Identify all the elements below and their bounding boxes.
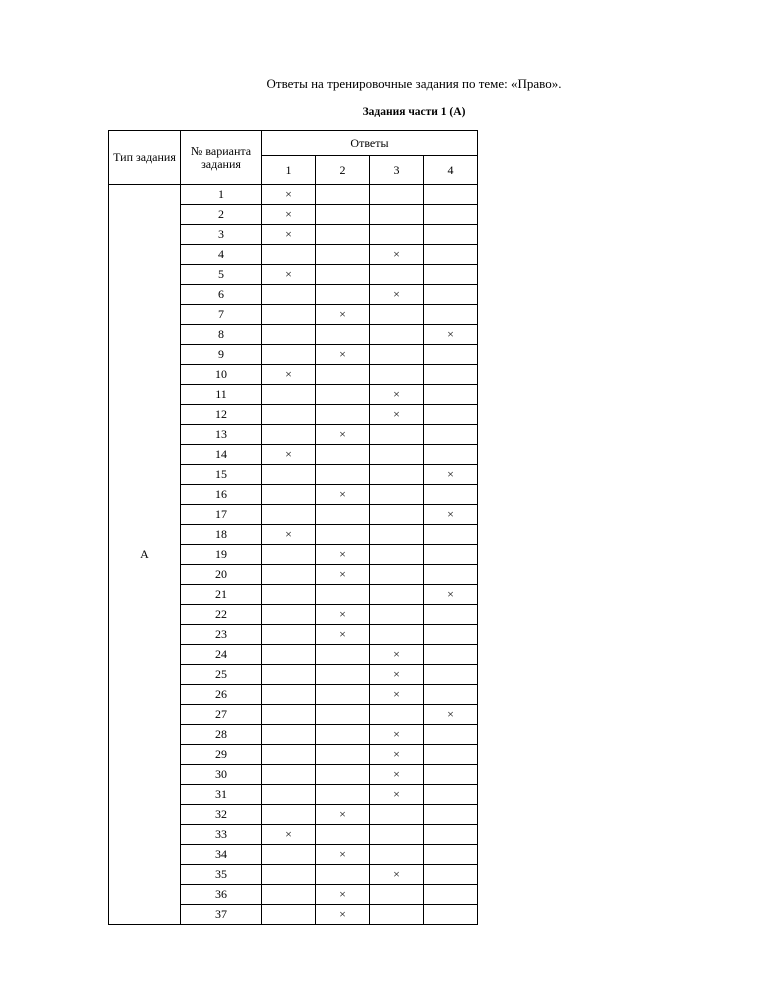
- answer-cell-2: [316, 305, 370, 325]
- answer-cell-2: [316, 905, 370, 925]
- answer-cell-4: [424, 665, 478, 685]
- answer-cell-1: [262, 525, 316, 545]
- answer-mark: ×: [285, 447, 292, 461]
- variant-number-cell: 9: [181, 345, 262, 365]
- variant-number-cell: 15: [181, 465, 262, 485]
- answer-cell-1: [262, 885, 316, 905]
- answer-cell-1: [262, 485, 316, 505]
- answer-cell-3: [370, 805, 424, 825]
- answer-mark: ×: [339, 847, 346, 861]
- answer-cell-4: [424, 525, 478, 545]
- answer-cell-1: [262, 185, 316, 205]
- variant-number-cell: 23: [181, 625, 262, 645]
- answer-cell-2: [316, 565, 370, 585]
- answer-cell-4: [424, 265, 478, 285]
- answer-mark: ×: [393, 287, 400, 301]
- answer-cell-1: [262, 905, 316, 925]
- answer-mark: ×: [339, 487, 346, 501]
- answer-cell-4: [424, 885, 478, 905]
- answer-mark: ×: [393, 667, 400, 681]
- answer-cell-2: [316, 185, 370, 205]
- answer-mark: ×: [339, 547, 346, 561]
- answer-cell-4: [424, 245, 478, 265]
- variant-number-cell: 26: [181, 685, 262, 705]
- answer-cell-4: [424, 385, 478, 405]
- variant-number-cell: 25: [181, 665, 262, 685]
- answer-cell-1: [262, 825, 316, 845]
- answer-cell-3: [370, 645, 424, 665]
- answer-mark: ×: [393, 867, 400, 881]
- answer-cell-1: [262, 725, 316, 745]
- answer-cell-3: [370, 565, 424, 585]
- answer-cell-1: [262, 265, 316, 285]
- answer-cell-2: [316, 285, 370, 305]
- answer-cell-4: [424, 585, 478, 605]
- answer-cell-3: [370, 745, 424, 765]
- answer-cell-2: [316, 585, 370, 605]
- answer-cell-2: [316, 205, 370, 225]
- answer-cell-4: [424, 365, 478, 385]
- answer-cell-4: [424, 225, 478, 245]
- answer-mark: ×: [393, 247, 400, 261]
- answers-table: [108, 130, 478, 925]
- answer-cell-2: [316, 745, 370, 765]
- variant-number-cell: 21: [181, 585, 262, 605]
- answer-cell-1: [262, 705, 316, 725]
- variant-number-cell: 6: [181, 285, 262, 305]
- answer-cell-2: [316, 465, 370, 485]
- answer-cell-3: [370, 425, 424, 445]
- answer-cell-3: [370, 365, 424, 385]
- answer-cell-4: [424, 805, 478, 825]
- answer-cell-4: [424, 545, 478, 565]
- answer-cell-4: [424, 865, 478, 885]
- answer-mark: ×: [339, 887, 346, 901]
- answer-cell-3: [370, 825, 424, 845]
- answer-cell-1: [262, 625, 316, 645]
- answer-cell-1: [262, 845, 316, 865]
- answer-cell-4: [424, 185, 478, 205]
- answer-cell-3: [370, 625, 424, 645]
- answer-cell-2: [316, 705, 370, 725]
- answer-mark: ×: [285, 827, 292, 841]
- answer-cell-2: [316, 805, 370, 825]
- answer-cell-3: [370, 345, 424, 365]
- answer-cell-1: [262, 365, 316, 385]
- answer-cell-3: [370, 905, 424, 925]
- variant-number-cell: 18: [181, 525, 262, 545]
- answer-cell-2: [316, 885, 370, 905]
- answer-mark: ×: [393, 747, 400, 761]
- answer-cell-2: [316, 525, 370, 545]
- answer-cell-4: [424, 485, 478, 505]
- page-title: Ответы на тренировочные задания по теме: «Право».: [266, 76, 562, 91]
- answer-cell-3: [370, 725, 424, 745]
- header-answer-4: 4: [424, 156, 478, 185]
- answer-cell-3: [370, 865, 424, 885]
- answer-cell-2: [316, 845, 370, 865]
- answer-cell-4: [424, 705, 478, 725]
- variant-number-cell: 28: [181, 725, 262, 745]
- answer-mark: ×: [339, 627, 346, 641]
- variant-number-cell: 4: [181, 245, 262, 265]
- answer-cell-1: [262, 405, 316, 425]
- answer-cell-4: [424, 825, 478, 845]
- answer-mark: ×: [393, 687, 400, 701]
- answer-cell-4: [424, 645, 478, 665]
- answer-cell-2: [316, 865, 370, 885]
- answer-cell-3: [370, 705, 424, 725]
- variant-number-cell: 37: [181, 905, 262, 925]
- answer-cell-2: [316, 625, 370, 645]
- variant-number-cell: 34: [181, 845, 262, 865]
- answer-cell-4: [424, 605, 478, 625]
- header-variant-number: № варианта задания: [181, 131, 262, 185]
- variant-number-cell: 3: [181, 225, 262, 245]
- answer-cell-3: [370, 545, 424, 565]
- answer-cell-3: [370, 225, 424, 245]
- answer-cell-3: [370, 525, 424, 545]
- answer-cell-3: [370, 765, 424, 785]
- answer-mark: ×: [285, 227, 292, 241]
- answer-cell-3: [370, 445, 424, 465]
- variant-number-cell: 10: [181, 365, 262, 385]
- variant-number-cell: 8: [181, 325, 262, 345]
- answer-cell-1: [262, 225, 316, 245]
- answer-cell-2: [316, 765, 370, 785]
- answer-cell-1: [262, 565, 316, 585]
- answer-cell-2: [316, 545, 370, 565]
- variant-number-cell: 29: [181, 745, 262, 765]
- answer-cell-3: [370, 505, 424, 525]
- answer-cell-3: [370, 285, 424, 305]
- answer-cell-1: [262, 745, 316, 765]
- answer-cell-3: [370, 685, 424, 705]
- answer-cell-1: [262, 765, 316, 785]
- answer-cell-1: [262, 345, 316, 365]
- answer-mark: ×: [447, 327, 454, 341]
- answer-cell-3: [370, 205, 424, 225]
- answer-cell-4: [424, 905, 478, 925]
- variant-number-cell: 36: [181, 885, 262, 905]
- answer-cell-4: [424, 325, 478, 345]
- variant-number-cell: 24: [181, 645, 262, 665]
- answer-cell-4: [424, 405, 478, 425]
- answer-cell-1: [262, 585, 316, 605]
- answer-cell-1: [262, 465, 316, 485]
- answer-cell-1: [262, 665, 316, 685]
- answer-cell-2: [316, 325, 370, 345]
- answer-cell-2: [316, 665, 370, 685]
- answer-cell-1: [262, 445, 316, 465]
- variant-number-cell: 22: [181, 605, 262, 625]
- answer-cell-2: [316, 825, 370, 845]
- answer-cell-3: [370, 465, 424, 485]
- answer-mark: ×: [447, 707, 454, 721]
- answer-cell-3: [370, 885, 424, 905]
- variant-number-cell: 14: [181, 445, 262, 465]
- variant-number-cell: 12: [181, 405, 262, 425]
- answer-cell-3: [370, 185, 424, 205]
- answer-cell-1: [262, 425, 316, 445]
- variant-number-cell: 13: [181, 425, 262, 445]
- variant-number-cell: 16: [181, 485, 262, 505]
- answer-mark: ×: [393, 787, 400, 801]
- answer-cell-2: [316, 365, 370, 385]
- answer-cell-4: [424, 625, 478, 645]
- variant-number-cell: 20: [181, 565, 262, 585]
- answer-cell-2: [316, 645, 370, 665]
- variant-number-cell: 1: [181, 185, 262, 205]
- task-type-cell: А: [109, 185, 181, 925]
- variant-number-cell: 32: [181, 805, 262, 825]
- answer-mark: ×: [447, 467, 454, 481]
- answer-cell-3: [370, 325, 424, 345]
- answer-mark: ×: [447, 587, 454, 601]
- variant-number-cell: 33: [181, 825, 262, 845]
- answers-table-body: [109, 185, 478, 925]
- answer-cell-1: [262, 385, 316, 405]
- answer-cell-2: [316, 725, 370, 745]
- answer-mark: ×: [339, 607, 346, 621]
- answer-cell-3: [370, 305, 424, 325]
- answer-cell-4: [424, 345, 478, 365]
- variant-number-cell: 31: [181, 785, 262, 805]
- header-answer-3: 3: [370, 156, 424, 185]
- answer-cell-2: [316, 485, 370, 505]
- answer-mark: ×: [393, 387, 400, 401]
- answer-cell-2: [316, 685, 370, 705]
- answer-cell-1: [262, 865, 316, 885]
- answer-mark: ×: [339, 807, 346, 821]
- variant-number-cell: 19: [181, 545, 262, 565]
- answer-cell-4: [424, 725, 478, 745]
- answer-cell-4: [424, 765, 478, 785]
- variant-number-cell: 30: [181, 765, 262, 785]
- answer-mark: ×: [393, 767, 400, 781]
- answer-cell-2: [316, 345, 370, 365]
- answer-cell-2: [316, 265, 370, 285]
- answer-cell-3: [370, 385, 424, 405]
- header-answer-2: 2: [316, 156, 370, 185]
- answer-cell-1: [262, 605, 316, 625]
- answer-cell-2: [316, 785, 370, 805]
- answer-cell-3: [370, 245, 424, 265]
- answer-cell-1: [262, 685, 316, 705]
- answer-cell-4: [424, 445, 478, 465]
- answer-cell-4: [424, 565, 478, 585]
- answer-mark: ×: [339, 347, 346, 361]
- answer-cell-1: [262, 285, 316, 305]
- table-row: [109, 185, 478, 205]
- answer-cell-4: [424, 685, 478, 705]
- answer-cell-4: [424, 205, 478, 225]
- answer-cell-4: [424, 465, 478, 485]
- variant-number-cell: 35: [181, 865, 262, 885]
- answer-cell-2: [316, 605, 370, 625]
- answer-cell-1: [262, 505, 316, 525]
- answer-cell-2: [316, 505, 370, 525]
- answer-cell-3: [370, 665, 424, 685]
- variant-number-cell: 27: [181, 705, 262, 725]
- answer-mark: ×: [339, 567, 346, 581]
- variant-number-cell: 11: [181, 385, 262, 405]
- answer-cell-2: [316, 245, 370, 265]
- answer-mark: ×: [285, 367, 292, 381]
- answer-cell-1: [262, 645, 316, 665]
- answer-cell-2: [316, 425, 370, 445]
- answer-mark: ×: [393, 727, 400, 741]
- header-answer-1: 1: [262, 156, 316, 185]
- answer-cell-1: [262, 305, 316, 325]
- answer-mark: ×: [393, 407, 400, 421]
- answer-mark: ×: [285, 187, 292, 201]
- variant-number-cell: 5: [181, 265, 262, 285]
- answer-cell-1: [262, 205, 316, 225]
- answer-cell-3: [370, 785, 424, 805]
- answer-cell-1: [262, 785, 316, 805]
- answer-cell-4: [424, 425, 478, 445]
- variant-number-cell: 17: [181, 505, 262, 525]
- answer-mark: ×: [393, 647, 400, 661]
- answer-cell-4: [424, 505, 478, 525]
- answer-cell-3: [370, 585, 424, 605]
- answer-mark: ×: [285, 207, 292, 221]
- section-subtitle: Задания части 1 (А): [362, 106, 466, 118]
- answer-cell-2: [316, 385, 370, 405]
- header-task-type: Тип задания: [109, 131, 181, 185]
- answer-mark: ×: [447, 507, 454, 521]
- answer-cell-2: [316, 445, 370, 465]
- answer-cell-1: [262, 245, 316, 265]
- answer-cell-3: [370, 485, 424, 505]
- answer-mark: ×: [285, 267, 292, 281]
- answer-cell-4: [424, 845, 478, 865]
- answer-cell-1: [262, 545, 316, 565]
- answer-mark: ×: [339, 307, 346, 321]
- answer-cell-3: [370, 405, 424, 425]
- answer-cell-1: [262, 805, 316, 825]
- answer-cell-3: [370, 845, 424, 865]
- answer-cell-3: [370, 265, 424, 285]
- variant-number-cell: 7: [181, 305, 262, 325]
- answer-mark: ×: [339, 427, 346, 441]
- answer-cell-4: [424, 785, 478, 805]
- variant-number-cell: 2: [181, 205, 262, 225]
- answer-cell-1: [262, 325, 316, 345]
- answer-cell-4: [424, 745, 478, 765]
- answer-cell-4: [424, 305, 478, 325]
- answer-cell-4: [424, 285, 478, 305]
- answer-mark: ×: [285, 527, 292, 541]
- answer-cell-2: [316, 405, 370, 425]
- answer-cell-2: [316, 225, 370, 245]
- answer-mark: ×: [339, 907, 346, 921]
- header-answers: Ответы: [262, 131, 478, 156]
- answer-cell-3: [370, 605, 424, 625]
